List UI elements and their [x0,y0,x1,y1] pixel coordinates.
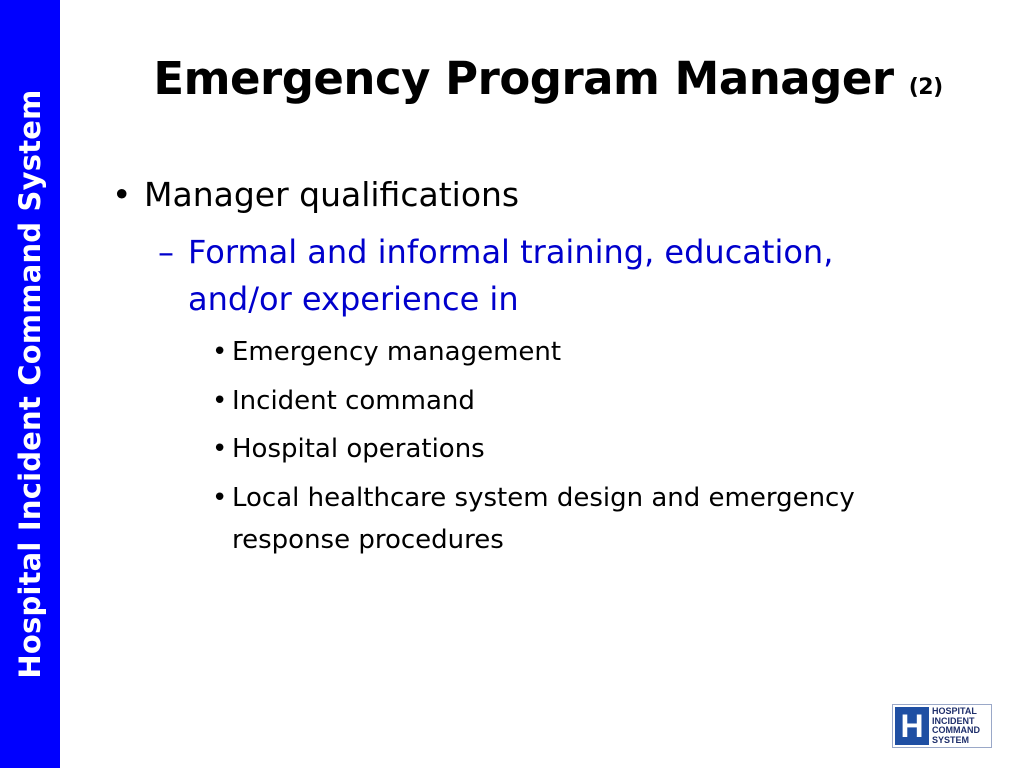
bullet-icon: • [212,386,228,416]
logo-word: COMMAND [932,725,980,735]
logo-word: HOSPITAL [932,706,977,716]
sidebar-band [0,0,60,768]
logo-word: INCIDENT [932,715,975,726]
list-item-text: Incident command [232,386,475,416]
bullet-icon: • [112,175,132,214]
slide-title [0,52,1024,105]
bullet-text: Formal and informal training, education, [188,233,834,271]
bullet-level2 [158,233,833,271]
list-item-text: Emergency management [232,337,562,367]
bullet-icon: • [212,483,228,513]
list-item [212,483,855,513]
hics-logo [892,704,992,748]
title-main: Emergency Program Manager [153,52,894,105]
logo-words [932,707,980,745]
bullet-icon: • [212,434,228,464]
list-item [212,386,475,416]
logo-word: SYSTEM [932,734,970,745]
logo-letter: H [895,707,929,745]
bullet-level1 [112,175,519,214]
dash-icon: – [158,233,174,271]
list-item-text: Hospital operations [232,434,485,464]
list-item-continuation: response procedures [232,525,504,555]
list-item [212,337,561,367]
sidebar-title: Hospital Incident Command System [13,89,47,679]
list-item-text: Local healthcare system design and emergency [232,483,855,513]
bullet-text: Manager qualifications [144,175,520,214]
bullet-level2-continuation: and/or experience in [188,280,519,318]
bullet-icon: • [212,337,228,367]
list-item [212,434,485,464]
title-suffix: (2) [908,75,943,100]
